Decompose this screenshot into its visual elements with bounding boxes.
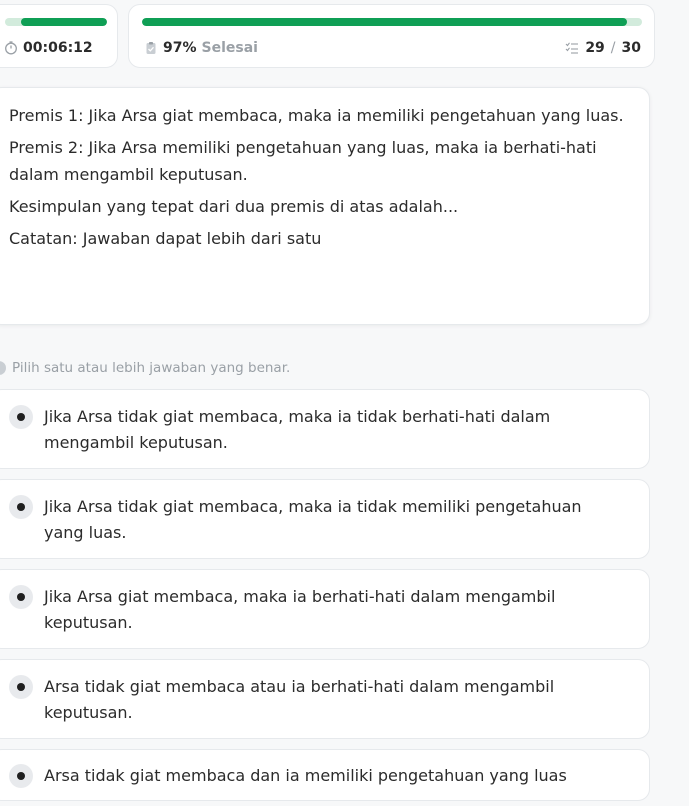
answer-option-text: Arsa tidak giat membaca atau ia berhati-hati dalam mengambil keputusan. — [44, 677, 555, 722]
counter-separator: / — [610, 40, 616, 56]
answer-option-text: Jika Arsa tidak giat membaca, maka ia tidak berhati-hati dalam mengambil keputusan. — [44, 407, 551, 452]
clipboard-check-icon — [144, 41, 158, 55]
stopwatch-icon — [4, 41, 18, 55]
answer-option-1[interactable] — [0, 389, 650, 469]
timer-bar — [5, 18, 107, 26]
question-counter — [565, 40, 641, 56]
answer-option-3[interactable] — [0, 569, 650, 649]
timer — [4, 40, 93, 56]
progress-bar — [142, 18, 642, 26]
progress-card — [128, 4, 655, 68]
progress-status — [144, 40, 258, 56]
answer-option-text: Jika Arsa tidak giat membaca, maka ia tidak memiliki pengetahuan yang luas. — [44, 497, 582, 542]
option-radio[interactable] — [9, 405, 33, 429]
progress-status-label: Selesai — [201, 40, 258, 56]
info-icon — [0, 361, 6, 375]
timer-card — [0, 4, 118, 68]
question-text — [9, 102, 639, 257]
option-radio[interactable] — [9, 764, 33, 788]
answer-option-text: Arsa tidak giat membaca dan ia memiliki pengetahuan yang luas — [44, 766, 567, 785]
answer-hint — [0, 360, 290, 376]
answer-hint-text: Pilih satu atau lebih jawaban yang benar. — [12, 360, 291, 376]
option-radio[interactable] — [9, 675, 33, 699]
current-question-number: 29 — [585, 40, 605, 56]
answer-option-2[interactable] — [0, 479, 650, 559]
question-premise-1: Premis 1: Jika Arsa giat membaca, maka ia memiliki pengetahuan yang luas. — [9, 106, 624, 125]
answer-option-4[interactable] — [0, 659, 650, 739]
timer-value: 00:06:12 — [23, 40, 93, 56]
list-check-icon — [565, 41, 579, 55]
option-radio[interactable] — [9, 495, 33, 519]
question-prompt: Kesimpulan yang tepat dari dua premis di atas adalah... — [9, 197, 459, 216]
answer-option-5[interactable] — [0, 749, 650, 801]
timer-bar-fill — [21, 18, 107, 26]
option-radio[interactable] — [9, 585, 33, 609]
question-card — [0, 87, 650, 325]
progress-bar-fill — [142, 18, 627, 26]
question-note: Catatan: Jawaban dapat lebih dari satu — [9, 229, 322, 248]
answer-option-text: Jika Arsa giat membaca, maka ia berhati-hati dalam mengambil keputusan. — [44, 587, 556, 632]
progress-percent: 97% — [163, 40, 197, 56]
question-premise-2: Premis 2: Jika Arsa memiliki pengetahuan yang luas, maka ia berhati-hati dalam mengambil keputusan. — [9, 138, 597, 184]
total-questions: 30 — [621, 40, 641, 56]
